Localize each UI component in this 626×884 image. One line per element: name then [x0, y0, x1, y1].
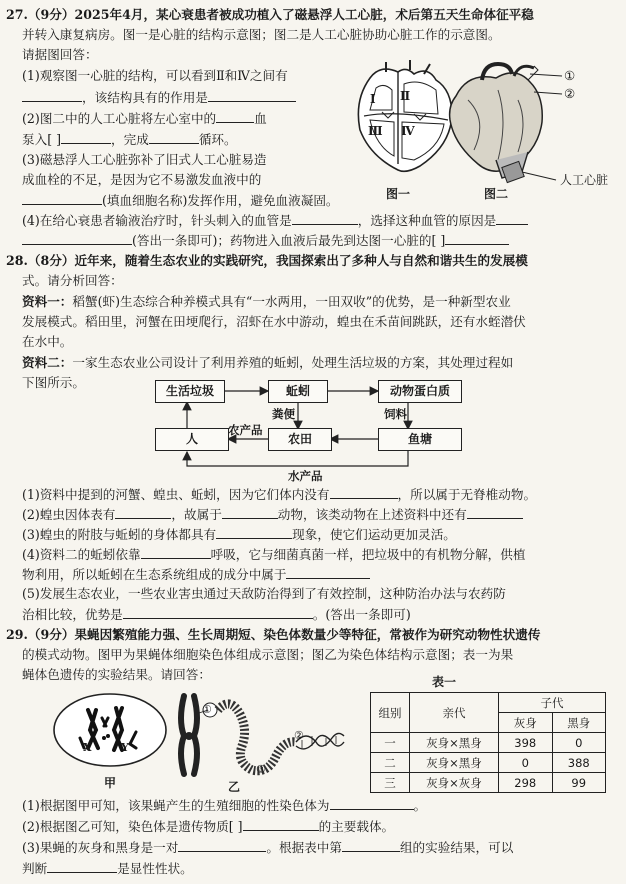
q28-part2-b: ，故属于 — [171, 507, 222, 522]
figure-2-label-1: ① — [564, 68, 576, 83]
heart-chamber-label-4: Ⅳ — [401, 124, 415, 138]
q28-part3-b: 现象，使它们运动更加灵活。 — [292, 527, 456, 542]
answer-blank[interactable] — [141, 546, 211, 559]
table-cell-parent: 灰身×黑身 — [410, 733, 499, 753]
answer-blank[interactable] — [330, 486, 398, 499]
q28-part2-a: (2)蝗虫因体表有 — [22, 507, 116, 522]
table-cell-parent: 灰身×灰身 — [410, 773, 499, 793]
answer-blank[interactable] — [216, 526, 292, 539]
q27-part2-b-line — [22, 131, 237, 148]
q29-intro-line2: 的模式动物。图甲为果蝇体细胞染色体组成示意图；图乙为染色体结构示意图；表一为果 — [22, 647, 514, 662]
table-row — [371, 753, 606, 773]
answer-blank[interactable] — [292, 212, 358, 225]
material-1-text-a: 稻蟹(虾)生态综合种养模式具有“一水两用，一田双收”的优势，是一种新型农业 — [72, 294, 511, 309]
q28-part4-c: 物利用，所以蚯蚓在生态系统组成的成分中属于 — [22, 567, 287, 582]
chromosome-part-label-3: ③ — [256, 763, 266, 776]
chromosome-label-x: X — [83, 741, 92, 754]
chromosome-part-label-2: ② — [294, 729, 304, 742]
table-cell-group: 三 — [371, 773, 410, 793]
flow-box-animal-protein: 动物蛋白质 — [378, 380, 462, 403]
answer-blank[interactable] — [149, 131, 199, 144]
q28-material2-line2: 下图所示。 — [22, 375, 85, 390]
table-cell-group: 二 — [371, 753, 410, 773]
material-2-label: 资料二： — [22, 355, 73, 370]
q28-part3-a: (3)蝗虫的附肢与蚯蚓的身体都具有 — [22, 527, 217, 542]
q28-material1-line3: 在水中。 — [22, 334, 73, 349]
answer-blank[interactable] — [243, 818, 319, 831]
table-1 — [370, 692, 606, 793]
q27-part2-d: 循环。 — [198, 132, 237, 147]
table-header-grey-body: 灰身 — [499, 713, 553, 733]
table-cell-grey: 0 — [499, 753, 553, 773]
q27-part3-a: (3)磁悬浮人工心脏弥补了旧式人工心脏易造 — [22, 152, 267, 167]
heart-chamber-label-3: Ⅲ — [368, 124, 383, 138]
q27-part3-c-line — [22, 192, 339, 209]
artificial-heart-figure — [438, 60, 618, 190]
table-1-title: 表一 — [432, 675, 457, 689]
q28-part1-b: ，所以属于无脊椎动物。 — [397, 487, 537, 502]
figure-2-artificial-heart-label: 人工心脏 — [560, 173, 609, 187]
q27-part4-a-line — [22, 212, 528, 229]
q27-part2-a: (2)图二中的人工心脏将左心室中的 — [22, 111, 217, 126]
q29-part3-b: 。根据表中第 — [266, 840, 342, 855]
figure-b-caption: 乙 — [228, 780, 241, 794]
q27-part2-a2: 血 — [254, 111, 267, 126]
q29-part3-line2 — [22, 860, 193, 877]
q27-part1-b-line — [22, 89, 296, 106]
answer-blank[interactable] — [445, 232, 509, 245]
table-header-black-body: 黑身 — [552, 713, 606, 733]
answer-blank[interactable] — [22, 89, 82, 102]
answer-blank[interactable] — [467, 506, 523, 519]
flow-label-aquatic-products: 水产品 — [288, 469, 323, 483]
q28-material2-line1 — [22, 355, 513, 371]
q29-part2-line — [22, 818, 394, 835]
answer-blank[interactable] — [61, 131, 111, 144]
q27-part2-c: ，完成 — [111, 132, 149, 147]
table-header-offspring: 子代 — [499, 693, 606, 713]
table-row — [371, 733, 606, 753]
heart-chamber-label-2: Ⅱ — [400, 89, 411, 103]
table-row — [371, 773, 606, 793]
q27-intro-line2: 并转入康复病房。图一是心脏的结构示意图；图二是人工心脏协助心脏工作的示意图。 — [22, 27, 501, 42]
flow-label-feed: 饲料 — [384, 407, 407, 421]
q28-part4-b: 呼吸，它与细菌真菌一样，把垃圾中的有机物分解，供植 — [210, 547, 526, 562]
answer-blank[interactable] — [123, 606, 313, 619]
figure-2-caption: 图二 — [484, 187, 509, 201]
answer-blank[interactable] — [208, 89, 296, 102]
answer-blank[interactable] — [330, 797, 414, 810]
q27-part4-c-line — [22, 232, 509, 249]
answer-blank[interactable] — [47, 860, 117, 873]
q28-part1-a: (1)资料中提到的河蟹、蝗虫、蚯蚓，因为它们体内没有 — [22, 487, 330, 502]
flow-box-garbage: 生活垃圾 — [155, 380, 225, 403]
q29-part3-a: (3)果蝇的灰身和黑身是一对 — [22, 840, 179, 855]
table-cell-black: 99 — [552, 773, 606, 793]
table-cell-black: 388 — [552, 753, 606, 773]
answer-blank[interactable] — [115, 506, 171, 519]
answer-blank[interactable] — [22, 192, 102, 205]
q27-part2-a-line — [22, 110, 267, 127]
table-cell-grey: 298 — [499, 773, 553, 793]
q29-part3-e: 是显性性状。 — [117, 861, 193, 876]
answer-blank[interactable] — [496, 212, 528, 225]
answer-blank[interactable] — [342, 839, 400, 852]
material-2-text-a: 一家生态农业公司设计了利用养殖的蚯蚓，处理生活垃圾的方案，其处理过程如 — [72, 355, 514, 370]
q29-intro-line1: 29.（9分）果蝇因繁殖能力强、生长周期短、染色体数量少等特征，常被作为研究动物性状遗传 — [6, 627, 541, 642]
q28-part5-b: 治相比较，优势是 — [22, 607, 123, 622]
q28-part3-line — [22, 526, 456, 543]
q28-part2-c: 动物，该类动物在上述资料中还有 — [277, 507, 467, 522]
q27-part4-a: (4)在给心衰患者输液治疗时，针头刺入的血管是 — [22, 213, 292, 228]
figure-a-caption: 甲 — [104, 776, 117, 790]
q28-part2-line — [22, 506, 523, 523]
figure-1-caption: 图一 — [386, 187, 411, 201]
answer-blank[interactable] — [22, 232, 132, 245]
q28-part5-line1: (5)发展生态农业，一些农业害虫通过天敌防治得到了有效控制，这种防治办法与农药防 — [22, 586, 506, 601]
q28-part4-line1 — [22, 546, 525, 563]
q27-part2-b: 泵入[ ] — [22, 132, 62, 147]
heart-chamber-label-1: Ⅰ — [370, 92, 376, 106]
q28-material1-line1 — [22, 294, 511, 310]
table-header-group: 组别 — [371, 693, 410, 733]
q28-part4-line2 — [22, 566, 370, 583]
q27-part1-a: (1)观察图一心脏的结构，可以看到Ⅱ和Ⅳ之间有 — [22, 68, 288, 83]
q28-part5-line2 — [22, 606, 411, 623]
q28-intro-line2: 式。请分析回答： — [22, 273, 123, 288]
answer-blank[interactable] — [222, 506, 278, 519]
q27-part1-b: ，该结构具有的作用是 — [82, 90, 208, 105]
answer-blank[interactable] — [178, 839, 266, 852]
q29-part1-a: (1)根据图甲可知，该果蝇产生的生殖细胞的性染色体为 — [22, 798, 330, 813]
q29-intro-line3: 蝇体色遗传的实验结果。请回答： — [22, 667, 211, 682]
chromosome-label-y: Y — [121, 741, 129, 754]
q27-part3-b: 成血栓的不足，是因为它不易激发血液中的 — [22, 172, 262, 187]
q27-intro-line3: 请据图回答： — [22, 47, 98, 62]
answer-blank[interactable] — [286, 566, 370, 579]
figure-2-label-2: ② — [564, 86, 576, 101]
q29-part3-c: 组的实验结果，可以 — [399, 840, 514, 855]
q28-intro-line1: 28.（8分）近年来，随着生态农业的实践研究，我国探索出了多种人与自然和谐共生的发展模 — [6, 253, 528, 268]
q27-intro-line1: 27.（9分）2025年4月，某心衰患者被成功植入了磁悬浮人工心脏，术后第五天生命体征平稳 — [6, 7, 534, 22]
q29-part2-b: 的主要载体。 — [318, 819, 395, 834]
q28-part1-line — [22, 486, 536, 503]
q29-part2-a: (2)根据图乙可知，染色体是遗传物质[ ] — [22, 819, 243, 834]
flow-box-person: 人 — [155, 428, 229, 451]
q27-part3-c: (填血细胞名称)发挥作用，避免血液凝固。 — [102, 193, 339, 208]
chromosome-part-label-1: ① — [202, 703, 212, 716]
q28-material1-line2: 发展模式。稻田里，河蟹在田埂爬行，沼虾在水中游动，蝗虫在禾苗间跳跃，还有水蛭潜伏 — [22, 314, 526, 329]
table-cell-grey: 398 — [499, 733, 553, 753]
answer-blank[interactable] — [216, 110, 254, 123]
fruit-fly-cell-figure — [50, 690, 170, 770]
table-header-parent: 亲代 — [410, 693, 499, 733]
material-1-label: 资料一： — [22, 294, 73, 309]
flow-label-agricultural-products: 农产品 — [228, 423, 263, 437]
flow-box-field: 农田 — [268, 428, 332, 451]
q27-part4-c: (答出一条即可)；药物进入血液后最先到达图一心脏的[ ] — [132, 233, 446, 248]
q29-part1-line: (1)根据图甲可知，该果蝇产生的生殖细胞的性染色体为 。 — [22, 798, 427, 813]
flow-box-fish-pond: 鱼塘 — [378, 428, 462, 451]
table-cell-black: 0 — [552, 733, 606, 753]
q28-part4-a: (4)资料二的蚯蚓依靠 — [22, 547, 141, 562]
table-cell-parent: 灰身×黑身 — [410, 753, 499, 773]
q27-part4-b: ，选择这种血管的原因是 — [357, 213, 497, 228]
flow-label-manure: 粪便 — [272, 407, 295, 421]
q29-part3-line1 — [22, 839, 513, 856]
q29-part3-d: 判断 — [22, 861, 48, 876]
flow-box-earthworm: 蚯蚓 — [268, 380, 328, 403]
table-cell-group: 一 — [371, 733, 410, 753]
q28-part5-c: 。(答出一条即可) — [312, 607, 411, 622]
